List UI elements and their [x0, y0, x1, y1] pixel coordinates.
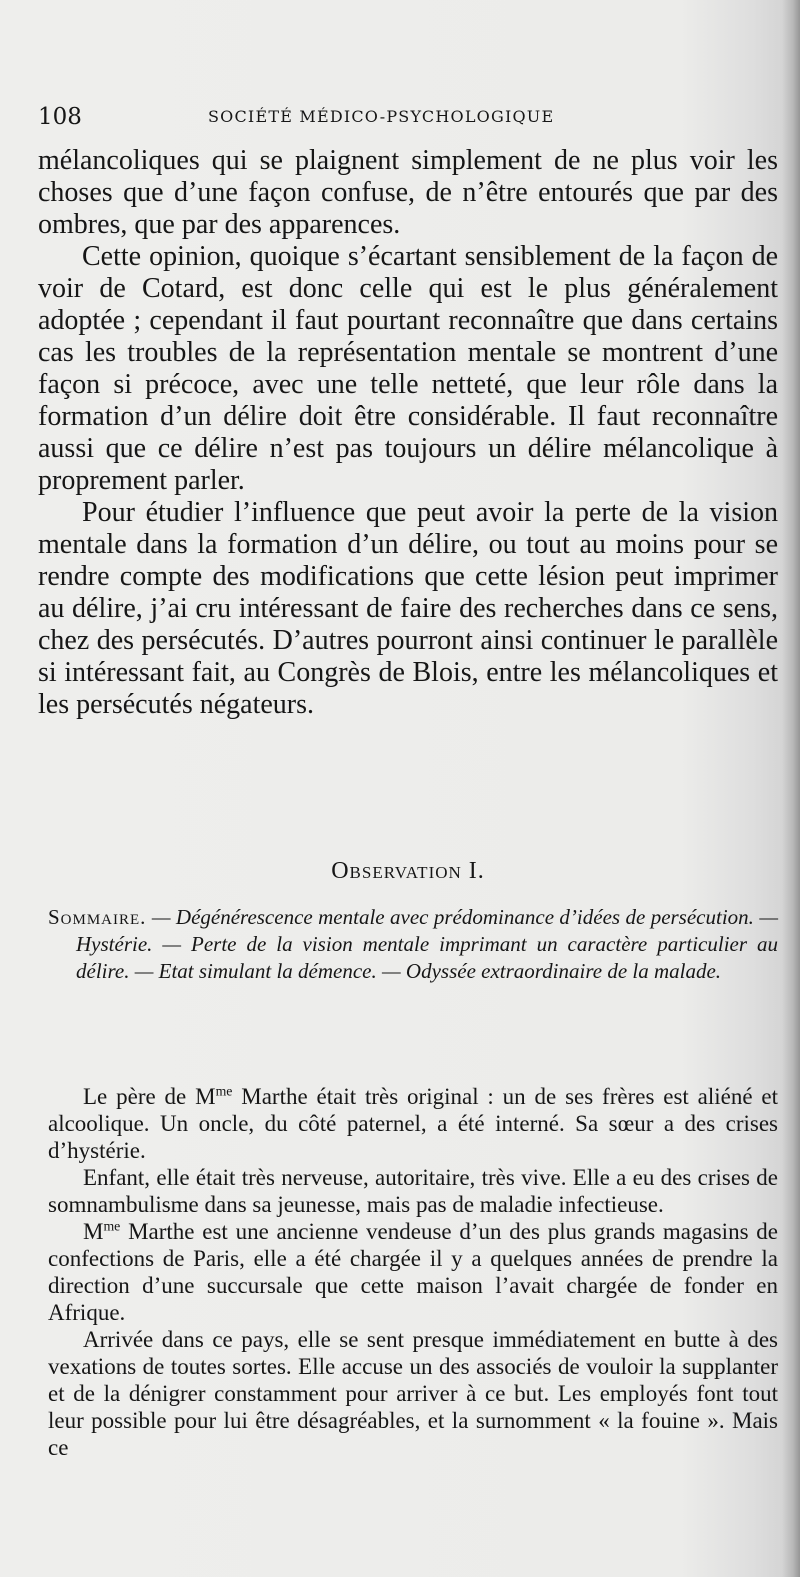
paragraph: Arrivée dans ce pays, elle se sent presque immédiatement en butte à des vexations de toutes sortes. Elle accuse un des associés de vouloir la supplanter et de la dénigrer constamment pour arriver à ce but. Les employés font tout leur possible pour lui être désagréables, et la surnomment « la fouine ». Mais ce — [48, 1327, 778, 1460]
summary-paragraph — [48, 904, 778, 985]
text-run: Le père de M — [83, 1084, 216, 1109]
superscript: me — [215, 1083, 233, 1099]
running-head: SOCIÉTÉ MÉDICO-PSYCHOLOGIQUE — [208, 107, 555, 126]
summary-block — [48, 904, 778, 985]
paragraph — [48, 1218, 778, 1326]
summary-label: Sommaire. — [48, 905, 147, 929]
case-description — [48, 1083, 778, 1461]
text-run: Marthe est une ancienne vendeuse d’un des plus grands magasins de confections de Paris, elle a été chargée il y a quelques années de prendre la direction d’une succursale que cette maison l’avait chargée de fonder en Afrique. — [48, 1219, 778, 1325]
text-run: M — [83, 1219, 104, 1244]
paragraph: Enfant, elle était très nerveuse, autoritaire, très vive. Elle a eu des crises de somnambulisme dans sa jeunesse, mais pas de maladie infectieuse. — [48, 1165, 778, 1217]
summary-text: — Dégénérescence mentale avec prédominance d’idées de persécution. — Hystérie. — Perte de la vision mentale imprimant un caractère particulier au délire. — Etat simulant la démence. — Odyssée extraordinaire de la malade. — [76, 905, 778, 983]
superscript: me — [103, 1218, 121, 1234]
page-number: 108 — [38, 104, 82, 130]
binding-shadow — [782, 0, 800, 1577]
text-run: Marthe était très original : un de ses frères est aliéné et alcoolique. Un oncle, du côté paternel, a été interné. Sa sœur a des crises d’hystérie. — [48, 1084, 779, 1163]
paragraph: Pour étudier l’influence que peut avoir la perte de la vision mentale dans la formation d’un délire, ou tout au moins pour se rendre compte des modifications que cette lésion peut imprimer au délire, j’ai cru intéressant de faire des recherches dans ce sens, chez des persécutés. D’autres pourront ainsi continuer le parallèle si intéressant fait, au Congrès de Blois, entre les mélancoliques et les persécutés négateurs. — [38, 497, 778, 720]
page-header — [38, 100, 783, 134]
main-text — [38, 145, 778, 721]
paragraph-continuation: mélancoliques qui se plaignent simplement de ne plus voir les choses que d’une façon confuse, de n’être entourés que par des ombres, que par des apparences. — [38, 145, 778, 240]
observation-heading — [38, 855, 778, 887]
observation-title: Observation I. — [331, 858, 485, 884]
paragraph: Cette opinion, quoique s’écartant sensiblement de la façon de voir de Cotard, est donc celle qui est le plus généralement adoptée ; cependant il faut pourtant reconnaître que dans certains cas les troubles de la représentation mentale se montrent d’une façon si précoce, avec une telle netteté, que leur rôle dans la formation d’un délire doit être considérable. Il faut reconnaître aussi que ce délire n’est pas toujours un délire mélancolique à proprement parler. — [38, 241, 778, 496]
paragraph — [48, 1083, 778, 1164]
